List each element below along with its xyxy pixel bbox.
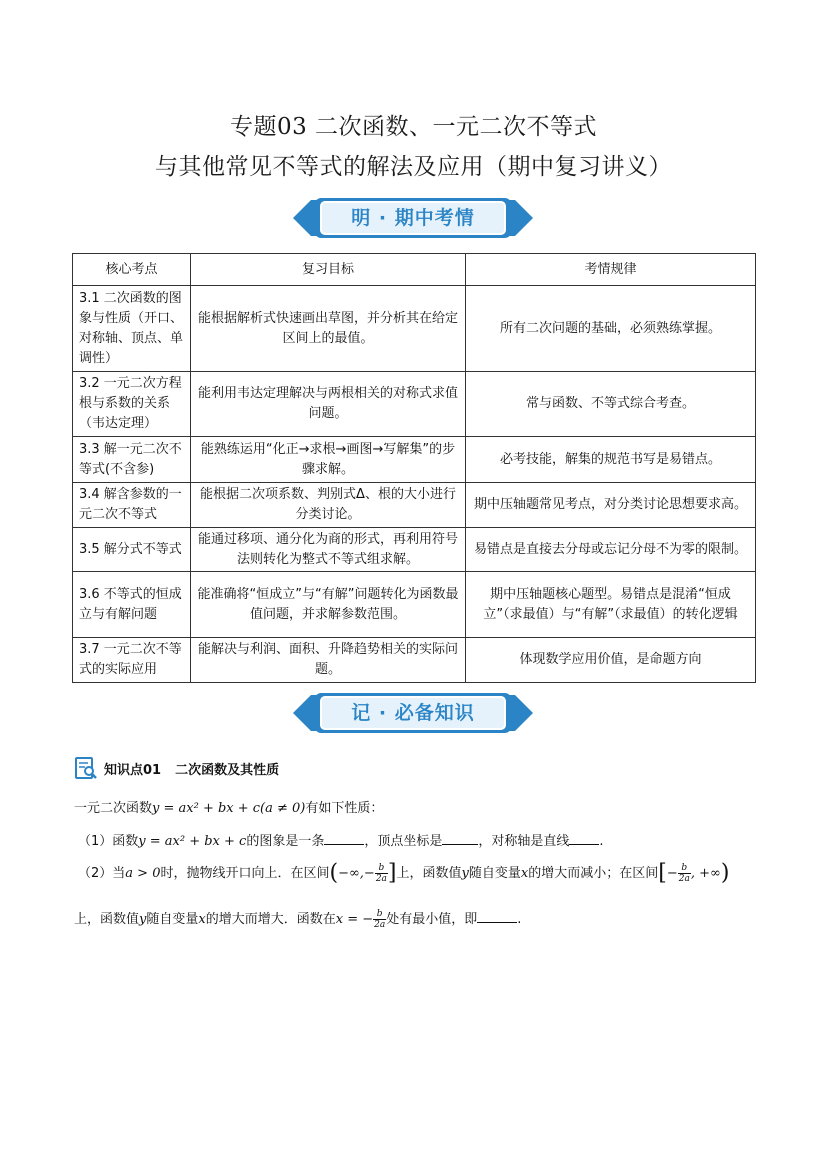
- magnifier-document-icon: [74, 756, 98, 780]
- cell-pattern: 期中压轴题核心题型。易错点是混淆“恒成立”（求最值）与“有解”（求最值）的转化逻辑: [466, 572, 756, 638]
- item1-formula: y = ax² + bx + c: [138, 834, 247, 849]
- cell-topic: 3.6 不等式的恒成立与有解问题: [73, 572, 191, 638]
- fill-blank: [442, 830, 478, 845]
- item2-text-b: 上，函数值: [396, 866, 462, 881]
- fraction-numerator: b: [373, 909, 386, 920]
- intro-suffix: 有如下性质：: [305, 801, 384, 816]
- fraction-b-over-2a: [375, 863, 388, 884]
- line3-end: .: [517, 912, 522, 927]
- item1-text-a: 的图象是一条: [246, 834, 325, 849]
- section-banner-exam-overview: [293, 196, 533, 240]
- cell-topic: 3.2 一元二次方程根与系数的关系（韦达定理）: [73, 372, 191, 437]
- minus-sign: −: [666, 866, 678, 881]
- fraction-numerator: b: [375, 863, 388, 874]
- cell-pattern: 必考技能，解集的规范书写是易错点。: [466, 437, 756, 483]
- fraction-denominator: 2a: [678, 874, 690, 884]
- cell-pattern: 体现数学应用价值，是命题方向: [466, 638, 756, 683]
- header-exam-pattern: 考情规律: [466, 254, 756, 286]
- knowledge-item-2: [78, 862, 729, 884]
- intro-formula: y = ax² + bx + c(a ≠ 0): [152, 801, 306, 816]
- item2-interval1: −∞,−: [338, 866, 375, 881]
- section-banner-essential-knowledge: [293, 691, 533, 735]
- knowledge-item-2-continued: [74, 908, 521, 930]
- item2-text-a: 时，抛物线开口向上．在区间: [160, 866, 330, 881]
- knowledge-intro: [74, 797, 383, 816]
- fill-blank: [324, 830, 364, 845]
- item2-prefix: （2）当: [78, 866, 126, 881]
- line3-text-c: 的增大而增大．函数在: [205, 912, 336, 927]
- table-row: [73, 483, 756, 528]
- cell-topic: 3.7 一元二次不等式的实际应用: [73, 638, 191, 683]
- header-review-goal: 复习目标: [191, 254, 466, 286]
- cell-topic: 3.3 解一元二次不等式(不含参): [73, 437, 191, 483]
- item2-text-c: 随自变量: [468, 866, 521, 881]
- cell-goal: 能根据二次项系数、判别式Δ、根的大小进行分类讨论。: [191, 483, 466, 528]
- cell-goal: 能解决与利润、面积、升降趋势相关的实际问题。: [191, 638, 466, 683]
- doc-title-line2: 与其他常见不等式的解法及应用（期中复习讲义）: [155, 154, 672, 180]
- header-core-topic: 核心考点: [73, 254, 191, 286]
- item1-text-c: ，对称轴是直线: [478, 834, 570, 849]
- fraction-denominator: 2a: [375, 874, 387, 884]
- interval-open-bracket: [: [658, 860, 667, 886]
- cell-goal: 能通过移项、通分化为商的形式，再利用符号法则转化为整式不等式组求解。: [191, 528, 466, 572]
- cell-goal: 能根据解析式快速画出草图，并分析其在给定区间上的最值。: [191, 286, 466, 372]
- item2-interval2-end: , +∞: [690, 866, 721, 881]
- table-row: [73, 437, 756, 483]
- cell-pattern: 常与函数、不等式综合考查。: [466, 372, 756, 437]
- fraction-b-over-2a: [373, 909, 386, 930]
- cell-pattern: 所有二次问题的基础，必须熟练掌握。: [466, 286, 756, 372]
- table-row: [73, 372, 756, 437]
- banner-title: 明 · 期中考情: [351, 207, 475, 229]
- fraction-denominator: 2a: [374, 920, 386, 930]
- table-row: [73, 572, 756, 638]
- line3-text-d: 处有最小值，即: [386, 912, 478, 927]
- line3-text-b: 随自变量: [146, 912, 199, 927]
- item2-var-x: x: [520, 866, 529, 881]
- fraction-b-over-2a: [678, 863, 691, 884]
- knowledge-item-1: [78, 830, 604, 849]
- item2-text-d: 的增大而减小；在区间: [528, 866, 659, 881]
- table-row: [73, 528, 756, 572]
- interval-open-paren: (: [329, 860, 339, 886]
- cell-pattern: 期中压轴题常见考点，对分类讨论思想要求高。: [466, 483, 756, 528]
- fill-blank: [477, 908, 517, 923]
- cell-topic: 3.1 二次函数的图象与性质（开口、对称轴、顶点、单调性）: [73, 286, 191, 372]
- banner-title: 记 · 必备知识: [351, 702, 475, 724]
- line3-var-x: x: [198, 912, 206, 927]
- item1-text-b: ，顶点坐标是: [364, 834, 443, 849]
- doc-title-line1: 专题03 二次函数、一元二次不等式: [229, 114, 598, 140]
- knowledge-point-title: 二次函数及其性质: [175, 762, 280, 778]
- cell-topic: 3.4 解含参数的一元二次不等式: [73, 483, 191, 528]
- fill-blank: [569, 830, 599, 845]
- interval-close-paren: ): [720, 860, 730, 886]
- item2-var-y: y: [461, 866, 469, 881]
- cell-goal: 能熟练运用“化正→求根→画图→写解集”的步骤求解。: [191, 437, 466, 483]
- knowledge-point-label: 知识点01: [104, 762, 162, 778]
- table-header-row: [73, 254, 756, 286]
- line3-formula: x = −: [335, 912, 374, 927]
- table-row: [73, 286, 756, 372]
- table-row: [73, 638, 756, 683]
- line3-var-y: y: [139, 912, 147, 927]
- item1-end: .: [599, 834, 604, 849]
- cell-pattern: 易错点是直接去分母或忘记分母不为零的限制。: [466, 528, 756, 572]
- cell-goal: 能准确将“恒成立”与“有解”问题转化为函数最值问题，并求解参数范围。: [191, 572, 466, 638]
- cell-goal: 能利用韦达定理解决与两根相关的对称式求值问题。: [191, 372, 466, 437]
- intro-prefix: 一元二次函数: [74, 801, 153, 816]
- item1-prefix: （1）函数: [78, 834, 139, 849]
- item2-condition: a > 0: [125, 866, 161, 881]
- knowledge-point-heading: [74, 755, 279, 781]
- cell-topic: 3.5 解分式不等式: [73, 528, 191, 572]
- fraction-numerator: b: [678, 863, 691, 874]
- exam-overview-table: [72, 253, 756, 683]
- line3-text-a: 上，函数值: [74, 912, 140, 927]
- interval-close-bracket: ]: [387, 860, 397, 886]
